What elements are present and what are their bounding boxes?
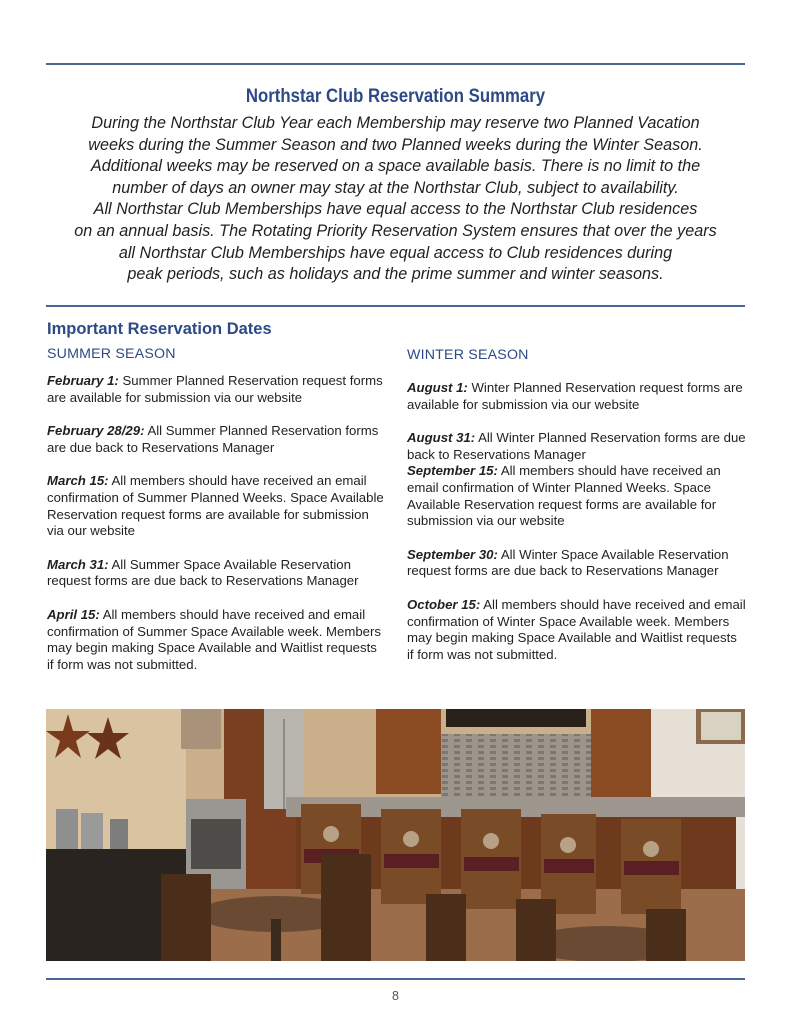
top-rule	[46, 63, 745, 65]
winter-entry	[407, 463, 747, 529]
winter-entry	[407, 430, 747, 463]
entry-date: March 15:	[47, 473, 109, 489]
entry-text: Summer Planned Reservation request forms are available for submission via our website	[47, 373, 383, 405]
intro-line: all Northstar Club Memberships have equal access to Club residences during	[118, 243, 673, 262]
entry-text: All Winter Space Available Reservation request forms are due back to Reservations Manager	[407, 546, 729, 579]
winter-dates-column	[407, 380, 747, 663]
entry-text: All members should have received and email confirmation of Summer Space Available week. Members may begin making Space Available and Waitlist requests if form was not submitted.	[47, 606, 381, 672]
intro-line: During the Northstar Club Year each Membership may reserve two Planned Vacation	[91, 114, 700, 132]
entry-date: August 1:	[407, 380, 468, 395]
entry-date: September 15:	[407, 463, 498, 479]
page-title: Northstar Club Reservation Summary	[245, 85, 546, 107]
intro-line: weeks during the Summer Season and two Planned weeks during the Winter Season.	[88, 135, 703, 154]
winter-entry	[407, 380, 747, 413]
section-heading: Important Reservation Dates	[47, 320, 272, 338]
entry-date: February 28/29:	[47, 423, 145, 439]
page-number: 8	[392, 989, 399, 1003]
entry-date: February 1:	[47, 373, 119, 388]
intro-line: peak periods, such as holidays and the prime summer and winter seasons.	[127, 265, 664, 284]
entry-date: August 31:	[407, 430, 476, 446]
entry-date: April 15:	[47, 606, 100, 622]
summer-entry	[47, 473, 387, 539]
entry-date: March 31:	[47, 556, 109, 572]
summer-season-heading: SUMMER SEASON	[47, 346, 176, 362]
summer-entry	[47, 423, 387, 456]
intro-paragraph	[40, 113, 751, 286]
winter-season-heading: WINTER SEASON	[407, 347, 529, 363]
summer-entry	[47, 557, 387, 590]
entry-text: All members should have received and email confirmation of Winter Space Available week. Members may begin making Space Available and Waitlist requests if form was not submitted.	[407, 596, 746, 662]
entry-text: All Winter Planned Reservation forms are due back to Reservations Manager	[407, 430, 746, 462]
winter-entry	[407, 597, 747, 663]
intro-line: number of days an owner may stay at the Northstar Club, subject to availability.	[112, 178, 679, 197]
entry-text: Winter Planned Reservation request forms are available for submission via our website	[407, 380, 743, 412]
entry-text: All Summer Space Available Reservation request forms are due back to Reservations Manager	[47, 556, 359, 589]
entry-text: All Summer Planned Reservation forms are due back to Reservations Manager	[47, 423, 379, 455]
intro-line: All Northstar Club Memberships have equal access to the Northstar Club residences	[93, 200, 698, 219]
middle-rule	[46, 305, 745, 307]
summer-entry	[47, 607, 387, 673]
entry-date: October 15:	[407, 596, 481, 612]
summer-entry	[47, 373, 387, 406]
intro-line: Additional weeks may be reserved on a space available basis. There is no limit to the	[90, 157, 701, 176]
entry-date: September 30:	[407, 546, 498, 562]
bottom-rule	[46, 978, 745, 980]
intro-line: on an annual basis. The Rotating Priority Reservation System ensures that over the years	[74, 221, 717, 240]
clubhouse-kitchen-photo	[46, 709, 745, 961]
summer-dates-column	[47, 373, 387, 673]
kitchen-illustration	[46, 709, 745, 961]
entry-text: All members should have received an email confirmation of Summer Planned Weeks. Space Available Reservation request forms are available for submission via our website	[47, 473, 384, 539]
entry-text: All members should have received an email confirmation of Winter Planned Weeks. Space Available Reservation request forms are available for submission via our website	[407, 463, 721, 529]
winter-entry	[407, 547, 747, 580]
